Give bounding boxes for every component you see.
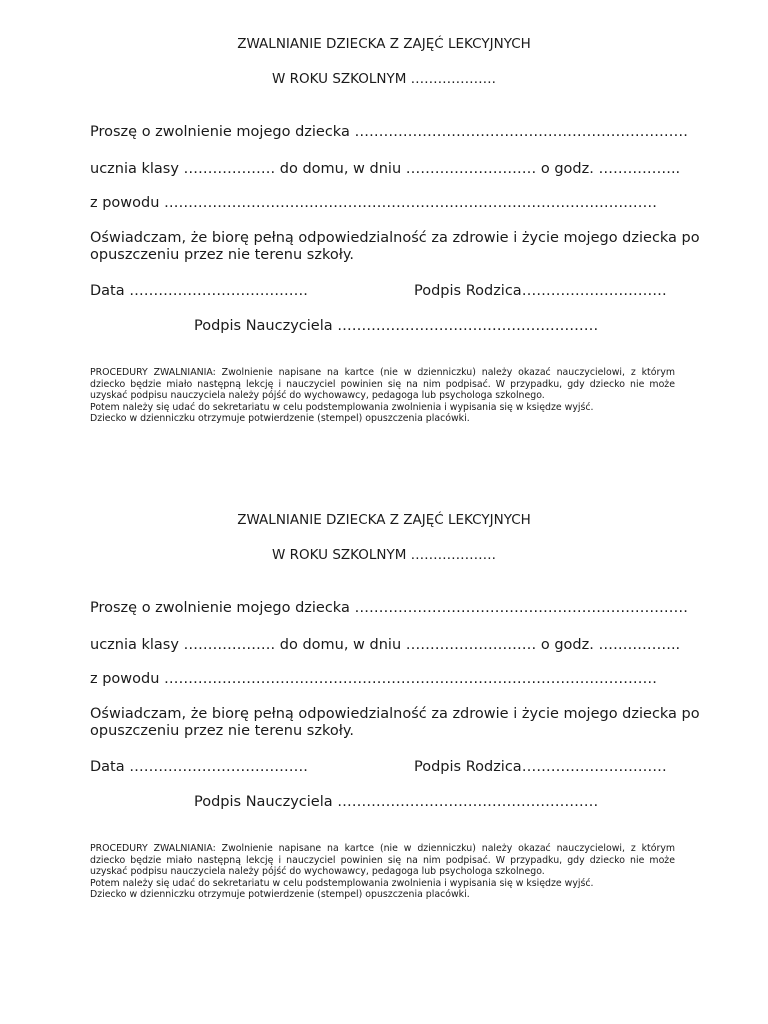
procedure-paragraph-2: Potem należy się udać do sekretariatu w celu podstemplowania zwolnienia i wypisania się w księdze wyjść. (90, 401, 594, 413)
parent-signature-field: Podpis Rodzica………………………… (414, 283, 667, 299)
reason-line: z powodu ………………………………………………………………………………………… (90, 195, 658, 211)
procedure-paragraph-1: PROCEDURY ZWALNIANIA: Zwolnienie napisane na kartce (nie w dzienniczku) należy okazać nauczycielowi, z którym dziecko będzie miało następną lekcję i nauczyciel powinien się na nim podpisać. W przypadku, gdy dziecko nie może uzyskać podpisu nauczyciela należy pójść do wychowawcy, pedagoga lub psychologa szkolnego. (90, 843, 675, 877)
form-title: ZWALNIANIE DZIECKA Z ZAJĘĆ LEKCYJNYCH (237, 36, 531, 52)
procedure-paragraph-2: Potem należy się udać do sekretariatu w celu podstemplowania zwolnienia i wypisania się w księdze wyjść. (90, 877, 594, 889)
statement-line-1: Oświadczam, że biorę pełną odpowiedzialność za zdrowie i życie mojego dziecka po (90, 706, 700, 722)
school-year-line: W ROKU SZKOLNYM ………………. (272, 71, 496, 87)
procedure-paragraph-3: Dziecko w dzienniczku otrzymuje potwierdzenie (stempel) opuszczenia placówki. (90, 413, 470, 424)
form-title: ZWALNIANIE DZIECKA Z ZAJĘĆ LEKCYJNYCH (237, 512, 531, 528)
procedure-notes (90, 843, 675, 901)
class-date-time-line: ucznia klasy ………………. do domu, w dniu ……………………… o godz. …………….. (90, 161, 681, 177)
statement-line-2: opuszczeniu przez nie terenu szkoły. (90, 723, 354, 739)
statement-line-2: opuszczeniu przez nie terenu szkoły. (90, 247, 354, 263)
procedure-paragraph-1: PROCEDURY ZWALNIANIA: Zwolnienie napisane na kartce (nie w dzienniczku) należy okazać nauczycielowi, z którym dziecko będzie miało następną lekcję i nauczyciel powinien się na nim podpisać. W przypadku, gdy dziecko nie może uzyskać podpisu nauczyciela należy pójść do wychowawcy, pedagoga lub psychologa szkolnego. (90, 367, 675, 401)
date-field: Data ………………………………. (90, 759, 308, 775)
procedure-paragraph-3: Dziecko w dzienniczku otrzymuje potwierdzenie (stempel) opuszczenia placówki. (90, 889, 470, 900)
parent-signature-field: Podpis Rodzica………………………… (414, 759, 667, 775)
date-field: Data ………………………………. (90, 283, 308, 299)
request-line: Proszę o zwolnienie mojego dziecka …………………………………………………………… (90, 124, 688, 140)
statement-line-1: Oświadczam, że biorę pełną odpowiedzialność za zdrowie i życie mojego dziecka po (90, 230, 700, 246)
reason-line: z powodu ………………………………………………………………………………………… (90, 671, 658, 687)
class-date-time-line: ucznia klasy ………………. do domu, w dniu ……………………… o godz. …………….. (90, 637, 681, 653)
school-year-line: W ROKU SZKOLNYM ………………. (272, 547, 496, 563)
request-line: Proszę o zwolnienie mojego dziecka …………………………………………………………… (90, 600, 688, 616)
procedure-notes (90, 367, 675, 425)
teacher-signature-field: Podpis Nauczyciela ……………………………………………… (194, 318, 599, 334)
teacher-signature-field: Podpis Nauczyciela ……………………………………………… (194, 794, 599, 810)
